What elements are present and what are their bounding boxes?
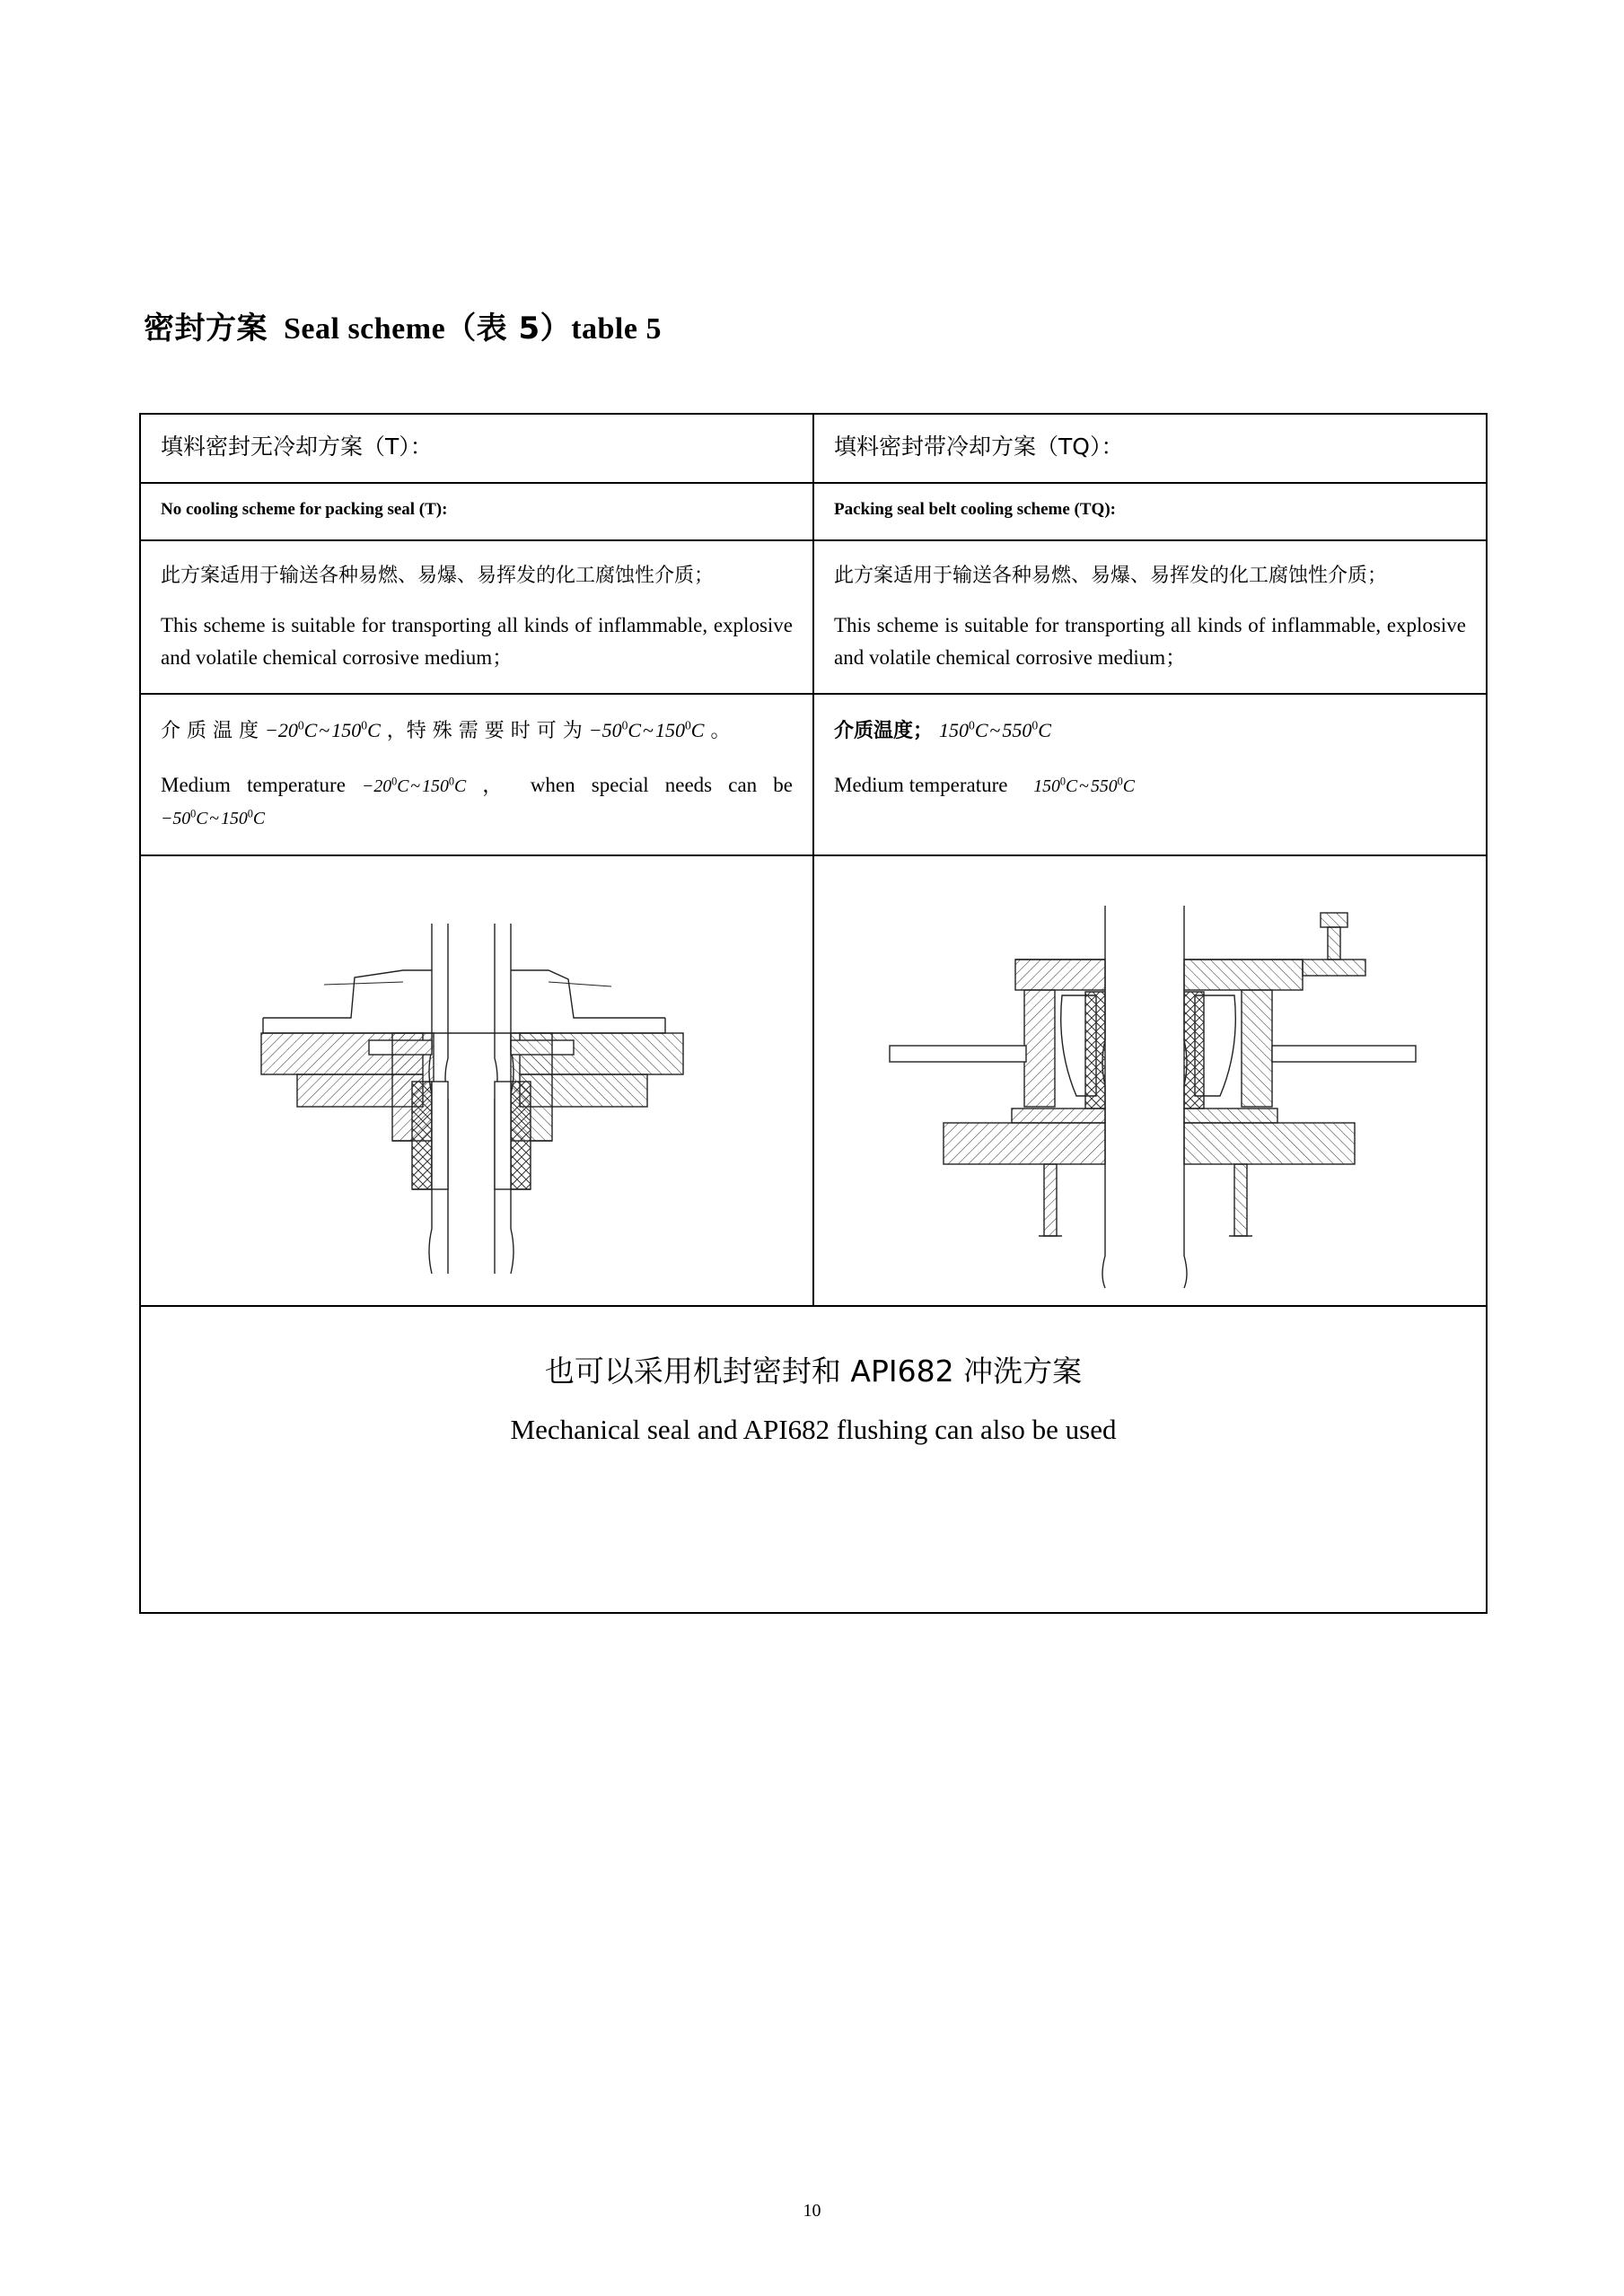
temperature-en-right-range1: $150^0C$ ~ $550^0C$ <box>1033 774 1135 796</box>
footer-note-en: Mechanical seal and API682 flushing can also be used <box>510 1414 1117 1446</box>
table-row-footer <box>140 1306 1487 1613</box>
figure-cell-left <box>140 855 813 1306</box>
description-cn-left: 此方案适用于输送各种易燃、易爆、易挥发的化工腐蚀性介质； <box>161 565 715 587</box>
table-row-header-en <box>140 483 1487 540</box>
table-row-description <box>140 540 1487 694</box>
description-cell-left <box>140 540 813 694</box>
temperature-cn-left-prefix: 介 质 温 度 <box>161 720 259 743</box>
temperature-en-left-prefix: Medium temperature <box>161 773 346 796</box>
temperature-en-right-prefix: Medium temperature <box>834 773 1008 796</box>
temperature-cell-right <box>813 694 1487 855</box>
table-row-header-cn <box>140 414 1487 483</box>
figure-wrap-left <box>141 856 812 1305</box>
temperature-en-left-mid: ， when special needs can be <box>482 773 794 796</box>
temperature-cn-left-suffix: 。 <box>710 720 731 743</box>
description-en-left: This scheme is suitable for transporting all kinds of inflammable, explosive and volatile chemical corrosive medium； <box>161 614 793 669</box>
temperature-en-right <box>834 769 1466 802</box>
page-title <box>144 303 662 347</box>
footer-cell <box>140 1306 1487 1613</box>
page-title-en: Seal scheme <box>284 312 446 346</box>
temperature-cn-left <box>161 714 793 747</box>
description-cn-right: 此方案适用于输送各种易燃、易爆、易挥发的化工腐蚀性介质； <box>834 565 1388 587</box>
packing-seal-no-cooling-cross-section <box>162 870 791 1292</box>
temperature-en-left <box>161 769 793 836</box>
page-title-table-ref-en: table 5 <box>571 312 662 346</box>
temperature-cn-right-range1: $150^0C\sim 550^0C$ <box>939 719 1051 742</box>
table-row-figures <box>140 855 1487 1306</box>
temperature-en-left-range1: $-20^0C$ ~ $150^0C$ <box>362 774 467 796</box>
temperature-cn-right <box>834 714 1466 747</box>
column-header-cn-right: 填料密封带冷却方案（TQ）： <box>813 414 1487 483</box>
temperature-cn-left-range2: $-50^0C\sim 150^0C$ <box>588 719 705 742</box>
column-header-cn-left: 填料密封无冷却方案（T）： <box>140 414 813 483</box>
column-header-en-right: Packing seal belt cooling scheme (TQ): <box>813 483 1487 540</box>
page-title-cn: 密封方案 <box>144 311 268 346</box>
table-row-temperature <box>140 694 1487 855</box>
temperature-cell-left <box>140 694 813 855</box>
temperature-cn-left-range1: $-20^0C\sim 150^0C$ <box>264 719 381 742</box>
figure-cell-right <box>813 855 1487 1306</box>
temperature-en-left-range2: $-50^0C$ ~ $150^0C$ <box>161 807 266 829</box>
figure-wrap-right <box>814 856 1486 1305</box>
footer-note-cn: 也可以采用机封密封和 API682 冲洗方案 <box>544 1354 1083 1389</box>
page-title-table-ref-cn: （表 5） <box>445 311 572 346</box>
packing-seal-with-cooling-cross-section <box>836 870 1464 1292</box>
temperature-cn-left-mid: ，特 殊 需 要 时 可 为 <box>386 720 583 743</box>
description-cell-right <box>813 540 1487 694</box>
seal-scheme-table <box>139 413 1488 1614</box>
temperature-cn-right-prefix: 介质温度； <box>834 720 934 743</box>
column-header-en-left: No cooling scheme for packing seal (T): <box>140 483 813 540</box>
description-en-right: This scheme is suitable for transporting all kinds of inflammable, explosive and volatile chemical corrosive medium； <box>834 614 1466 669</box>
page-number: 10 <box>803 2201 821 2221</box>
